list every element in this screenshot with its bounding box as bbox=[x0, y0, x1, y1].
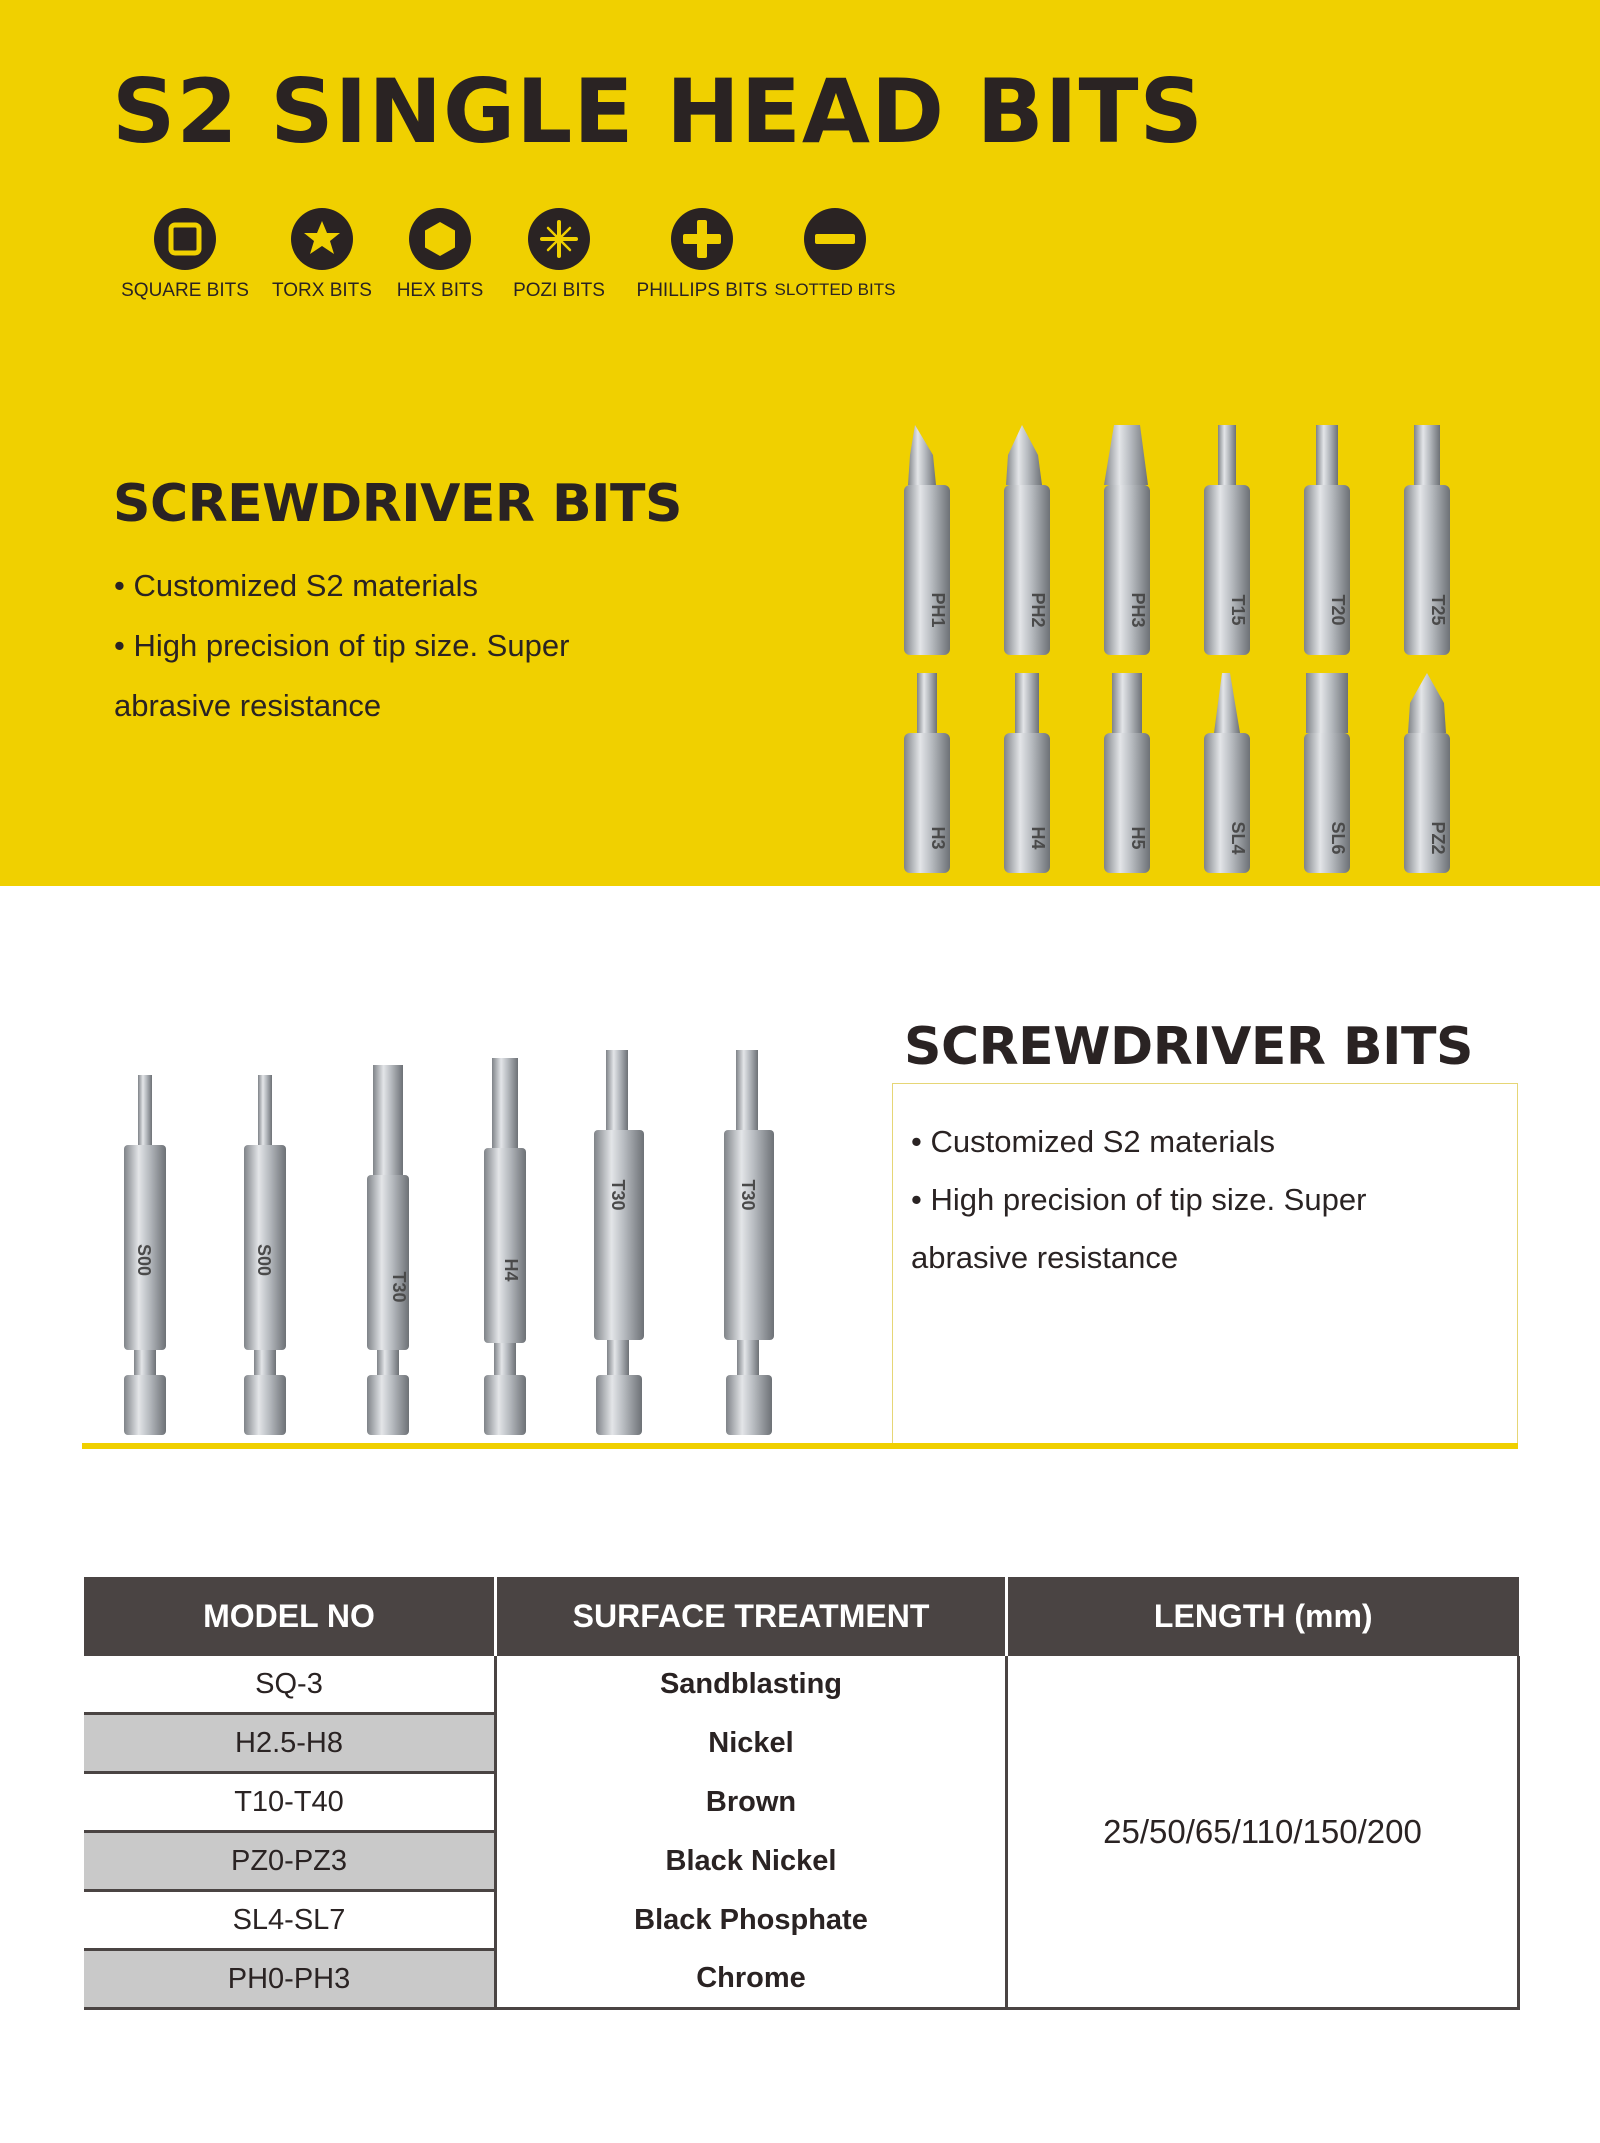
bit-marking: PZ2 bbox=[1428, 821, 1448, 855]
bit-type-label: SLOTTED BITS bbox=[774, 280, 896, 299]
long-bits-image bbox=[100, 1040, 820, 1450]
feature-item: High precision of tip size. Super bbox=[930, 1182, 1367, 1217]
feature-item: Customized S2 materials bbox=[930, 1124, 1276, 1159]
bullet-dot: • bbox=[911, 1182, 931, 1217]
bit-sl6 bbox=[1304, 673, 1350, 873]
bit-marking: T30 bbox=[738, 1179, 758, 1211]
model-cell: SL4-SL7 bbox=[84, 1891, 496, 1950]
bit-h3 bbox=[904, 673, 950, 873]
bit-ph3 bbox=[1104, 425, 1150, 655]
section1-title: SCREWDRIVER BITS bbox=[113, 474, 682, 534]
bit-h5 bbox=[1104, 673, 1150, 873]
long-bit bbox=[244, 1075, 286, 1435]
hex-bit-icon bbox=[409, 208, 471, 270]
phillips-bit-icon bbox=[671, 208, 733, 270]
pozi-bit-icon bbox=[528, 208, 590, 270]
model-cell: H2.5-H8 bbox=[84, 1714, 496, 1773]
bit-marking: SL6 bbox=[1328, 821, 1348, 855]
bit-marking: T15 bbox=[1228, 594, 1248, 626]
torx-bit-icon bbox=[291, 208, 353, 270]
bit-marking: H4 bbox=[501, 1258, 521, 1282]
bit-type-label: HEX BITS bbox=[396, 280, 484, 301]
section2-title: SCREWDRIVER BITS bbox=[904, 1017, 1473, 1077]
bit-type-label: SQUARE BITS bbox=[121, 280, 249, 301]
page-title: S2 SINGLE HEAD BITS bbox=[112, 60, 1204, 163]
bit-marking: PH3 bbox=[1128, 592, 1148, 628]
bullet-dot: • bbox=[911, 1124, 931, 1159]
bit-ph1 bbox=[904, 425, 950, 655]
feature-item: High precision of tip size. Super bbox=[133, 628, 570, 663]
model-cell: T10-T40 bbox=[84, 1773, 496, 1832]
long-bit bbox=[724, 1050, 774, 1435]
long-bit bbox=[594, 1050, 644, 1435]
bit-ph2 bbox=[1004, 425, 1050, 655]
bit-pz2 bbox=[1404, 673, 1450, 873]
long-bit bbox=[124, 1075, 166, 1435]
model-cell: SQ-3 bbox=[84, 1656, 496, 1714]
slotted-bit-icon bbox=[804, 208, 866, 270]
square-bit-icon bbox=[154, 208, 216, 270]
header-surface: SURFACE TREATMENT bbox=[496, 1577, 1007, 1656]
bit-marking: S00 bbox=[134, 1243, 154, 1277]
bit-marking: SL4 bbox=[1228, 821, 1248, 855]
long-bit bbox=[367, 1065, 409, 1435]
bit-marking: T30 bbox=[608, 1179, 628, 1211]
bit-type-slotted bbox=[760, 208, 910, 300]
length-cell: 25/50/65/110/150/200 bbox=[1007, 1656, 1519, 2009]
bit-marking: H5 bbox=[1128, 826, 1148, 850]
bit-marking: PH1 bbox=[928, 592, 948, 628]
bit-marking: H3 bbox=[928, 826, 948, 850]
header-model: MODEL NO bbox=[84, 1577, 496, 1656]
bit-type-label: TORX BITS bbox=[272, 280, 372, 301]
feature-continuation: abrasive resistance bbox=[114, 688, 382, 723]
header-length: LENGTH (mm) bbox=[1007, 1577, 1519, 1656]
feature-item: Customized S2 materials bbox=[133, 568, 479, 603]
yellow-divider bbox=[82, 1443, 1518, 1449]
bit-marking: PH2 bbox=[1028, 592, 1048, 628]
bit-sl4 bbox=[1204, 673, 1250, 873]
section1-features bbox=[114, 556, 674, 736]
bullet-dot: • bbox=[114, 628, 134, 663]
surface-cell: Black Phosphate bbox=[496, 1891, 1007, 1950]
bit-t25 bbox=[1404, 425, 1450, 655]
short-bits-image bbox=[885, 425, 1465, 875]
surface-cell: Sandblasting bbox=[496, 1656, 1007, 1714]
bit-marking: T25 bbox=[1428, 594, 1448, 626]
model-cell: PH0-PH3 bbox=[84, 1950, 496, 2009]
bit-t20 bbox=[1304, 425, 1350, 655]
surface-cell: Chrome bbox=[496, 1950, 1007, 2009]
model-cell: PZ0-PZ3 bbox=[84, 1832, 496, 1891]
surface-cell: Brown bbox=[496, 1773, 1007, 1832]
bit-type-label: POZI BITS bbox=[513, 280, 605, 301]
surface-cell: Nickel bbox=[496, 1714, 1007, 1773]
bit-h4 bbox=[1004, 673, 1050, 873]
bullet-dot: • bbox=[114, 568, 134, 603]
table-header-row bbox=[84, 1577, 1519, 1656]
surface-cell: Black Nickel bbox=[496, 1832, 1007, 1891]
bit-type-square bbox=[110, 208, 260, 302]
bit-type-label: PHILLIPS BITS bbox=[636, 280, 768, 301]
spec-table bbox=[84, 1577, 1520, 2010]
bit-t15 bbox=[1204, 425, 1250, 655]
bit-row-bottom bbox=[904, 673, 1450, 873]
bit-marking: T30 bbox=[389, 1271, 409, 1303]
bit-type-phillips bbox=[627, 208, 777, 302]
bit-row-top bbox=[904, 425, 1450, 655]
bit-marking: H4 bbox=[1028, 826, 1048, 850]
table-row bbox=[84, 1656, 1519, 1714]
bit-marking: S00 bbox=[254, 1243, 274, 1277]
bit-types-row bbox=[110, 208, 930, 328]
bit-marking: T20 bbox=[1328, 594, 1348, 626]
long-bit bbox=[484, 1058, 526, 1435]
section2-features bbox=[911, 1113, 1491, 1287]
feature-continuation: abrasive resistance bbox=[911, 1240, 1179, 1275]
bit-type-pozi bbox=[484, 208, 634, 302]
